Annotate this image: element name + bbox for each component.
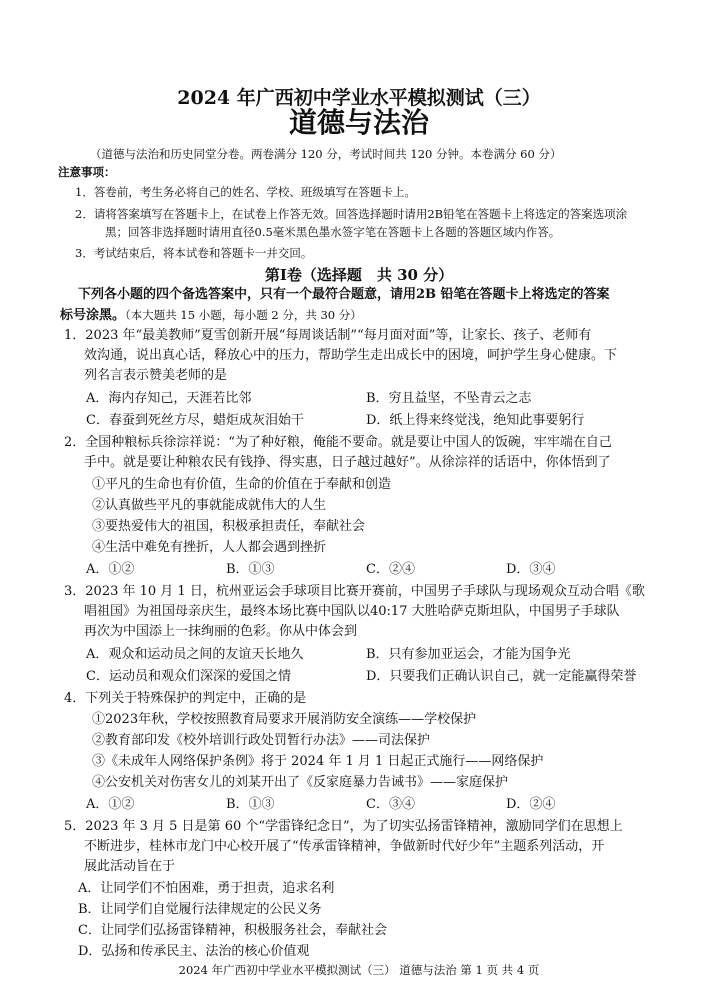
note-item-2-cont: 黑；回答非选择题时请用直径0.5毫米黑色墨水签字笔在答题卡上各题的答题区域内作答。 [105, 225, 561, 239]
q2-option-a[interactable]: A．①② [86, 562, 135, 577]
q5-option-b[interactable]: B．让同学们自觉履行法律规定的公民义务 [78, 902, 322, 917]
q5-line-2: 不断进步，桂林市龙门中心校开展了“传承雷锋精神，争做新时代好少年”主题系列活动，开 [84, 839, 605, 854]
note-item-3: 3．考试结束后，将本试卷和答题卡一并交回。 [75, 246, 313, 260]
q5-option-c[interactable]: C．让同学们弘扬雷锋精神，积极服务社会，奉献社会 [78, 923, 387, 938]
q3-option-d[interactable]: D．只要我们正确认识自己，就一定能赢得荣誉 [366, 669, 637, 684]
note-item-1: 1．答卷前，考生务必将自己的姓名、学校、班级填写在答题卡上。 [75, 185, 416, 199]
q2-option-b[interactable]: B．①③ [226, 562, 275, 577]
q2-statement-2: ②认真做些平凡的事就能成就伟大的人生 [92, 498, 327, 513]
q4-option-a[interactable]: A．①② [86, 797, 135, 812]
notes-heading: 注意事项： [58, 165, 116, 179]
exam-info: （道德与法治和历史同堂分卷。两卷满分 120 分，考试时间共 120 分钟。本卷满分 60 分） [90, 147, 562, 161]
q2-option-c[interactable]: C．②④ [366, 562, 415, 577]
q1-option-c[interactable]: C．春蚕到死丝方尽，蜡炬成灰泪始干 [86, 413, 304, 428]
section-title: 第Ⅰ卷（选择题 共 30 分） [264, 266, 454, 284]
q4-statement-1: ①2023年秋，学校按照教育局要求开展消防安全演练——学校保护 [92, 712, 477, 727]
q2-line-1: 2．全国种粮标兵徐淙祥说：“为了种好粮，俺能不要命。就是要让中国人的饭碗，牢牢端在自己 [64, 435, 612, 450]
q2-statement-4: ④生活中难免有挫折，人人都会遇到挫折 [92, 540, 327, 555]
q4-option-d[interactable]: D．②④ [506, 797, 556, 812]
instruction-bold: 标号涂黑。 [60, 308, 126, 323]
q3-line-3: 再次为中国添上一抹绚丽的色彩。你从中体会到 [84, 624, 358, 639]
q5-line-1: 5．2023 年 3 月 5 日是第 60 个“学雷锋纪念日”，为了切实弘扬雷锋精神，激励同学们在思想上 [64, 819, 623, 834]
q5-option-a[interactable]: A．让同学们不怕困难，勇于担责，追求名利 [78, 881, 335, 896]
q2-statement-1: ①平凡的生命也有价值，生命的价值在于奉献和创造 [92, 477, 392, 492]
q2-option-d[interactable]: D．③④ [506, 562, 556, 577]
q4-option-c[interactable]: C．③④ [366, 797, 415, 812]
q2-statement-3: ③要热爱伟大的祖国，积极承担责任，奉献社会 [92, 519, 366, 534]
q1-line-2: 效沟通，说出真心话，释放心中的压力，帮助学生走出成长中的困境，呵护学生身心健康。下 [84, 348, 618, 363]
q4-statement-2: ②教育部印发《校外培训行政处罚暂行办法》——司法保护 [92, 733, 431, 748]
page-footer: 2024 年广西初中学业水平模拟测试（三） 道德与法治 第 1 页 共 4 页 [178, 963, 540, 977]
q2-line-2: 手中。就是要让种粮农民有钱挣、得实惠，日子越过越好”。从徐淙祥的话语中，你体悟到了 [84, 455, 611, 470]
q1-option-b[interactable]: B．穷且益坚，不坠青云之志 [366, 391, 532, 406]
q3-option-a[interactable]: A．观众和运动员之间的友谊天长地久 [86, 647, 304, 662]
q5-line-3: 展此活动旨在于 [84, 859, 176, 874]
q1-line-1: 1．2023 年“最美教师”夏雪创新开展“每周谈话制”“每月面对面”等，让家长、孩子、老师有 [64, 328, 592, 343]
q3-option-c[interactable]: C．运动员和观众们深深的爱国之情 [86, 669, 291, 684]
exam-title: 2024 年广西初中学业水平模拟测试（三） [177, 87, 541, 109]
section-instruction: 下列各小题的四个备选答案中，只有一个最符合题意，请用2B 铅笔在答题卡上将选定的答案 [78, 287, 610, 302]
q3-line-1: 3．2023 年 10 月 1 日，杭州亚运会手球项目比赛开赛前，中国男子手球队与现场观众互动合唱《歌 [64, 584, 645, 599]
q4-option-b[interactable]: B．①③ [226, 797, 275, 812]
q4-line-1: 4．下列关于特殊保护的判定中，正确的是 [64, 691, 307, 706]
q5-option-d[interactable]: D．弘扬和传承民主、法治的核心价值观 [78, 944, 310, 959]
instruction-rest: （本大题共 15 小题，每小题 2 分，共 30 分） [125, 308, 362, 322]
q3-line-2: 唱祖国》为祖国母亲庆生，最终本场比赛中国队以40:17 大胜哈萨克斯坦队，中国男子手球队 [84, 604, 620, 619]
q1-option-d[interactable]: D．纸上得来终觉浅，绝知此事要躬行 [366, 413, 585, 428]
note-item-2: 2．请将答案填写在答题卡上，在试卷上作答无效。回答选择题时请用2B铅笔在答题卡上将选定的答案选项涂 [75, 207, 628, 221]
q3-option-b[interactable]: B．只有参加亚运会，才能为国争光 [366, 647, 571, 662]
q1-line-3: 列名言表示赞美老师的是 [84, 368, 228, 383]
q1-option-a[interactable]: A．海内存知己，天涯若比邻 [86, 391, 252, 406]
q4-statement-4: ④公安机关对伤害女儿的刘某开出了《反家庭暴力告诫书》——家庭保护 [92, 775, 509, 790]
q4-statement-3: ③《未成年人网络保护条例》将于 2024 年 1 月 1 日起正式施行——网络保护 [92, 754, 544, 769]
subject-title: 道德与法治 [288, 106, 429, 139]
section-instruction-2 [60, 306, 362, 325]
